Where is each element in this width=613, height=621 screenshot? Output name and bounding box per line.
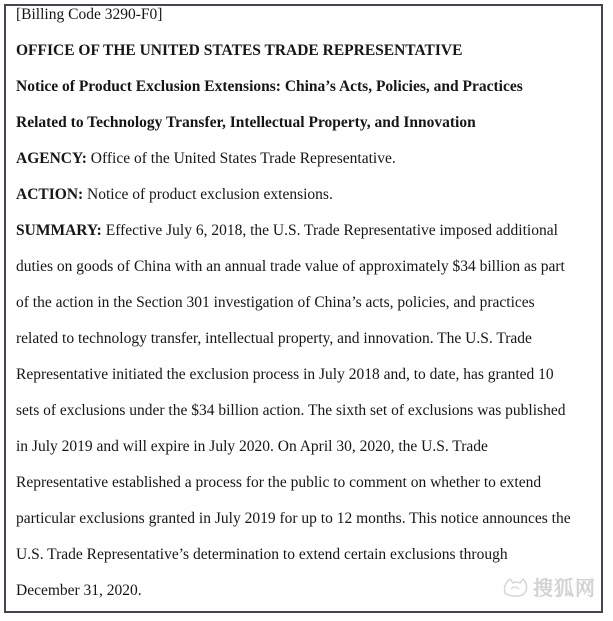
action-text: Notice of product exclusion extensions.: [87, 186, 333, 203]
billing-code-line: [Billing Code 3290-F0]: [16, 6, 163, 23]
summary-line: Representative established a process for the public to comment on whether to extend: [16, 474, 542, 491]
agency-line: [16, 141, 593, 177]
agency-text: Office of the United States Trade Representative.: [90, 150, 396, 167]
summary-line: related to technology transfer, intellectual property, and innovation. The U.S. Trade: [16, 330, 532, 347]
summary-line: particular exclusions granted in July 2019 for up to 12 months. This notice announces the: [16, 510, 571, 527]
summary-line: U.S. Trade Representative’s determination to extend certain exclusions through: [16, 546, 508, 563]
summary-line: sets of exclusions under the $34 billion action. The sixth set of exclusions was published: [16, 402, 566, 419]
summary-continuation: [16, 249, 593, 609]
summary-label: SUMMARY:: [16, 222, 102, 239]
notice-title-line-2: Related to Technology Transfer, Intellectual Property, and Innovation: [16, 114, 476, 131]
summary-line: duties on goods of China with an annual trade value of approximately $34 billion as part: [16, 258, 565, 275]
summary-first-line-text: Effective July 6, 2018, the U.S. Trade Representative imposed additional: [105, 222, 558, 239]
document-page: [4, 4, 603, 613]
watermark-text: 搜狐网: [533, 576, 596, 600]
watermark: [502, 572, 596, 601]
notice-title-line-1: Notice of Product Exclusion Extensions: China’s Acts, Policies, and Practices: [16, 78, 523, 95]
office-heading: OFFICE OF THE UNITED STATES TRADE REPRESENTATIVE: [16, 42, 463, 59]
summary-line: December 31, 2020.: [16, 582, 142, 599]
sohu-fox-logo-icon: [502, 575, 530, 599]
summary-first-line: [16, 213, 593, 249]
agency-label: AGENCY:: [16, 150, 87, 167]
document-body: [6, 4, 601, 609]
summary-line: in July 2019 and will expire in July 2020. On April 30, 2020, the U.S. Trade: [16, 438, 488, 455]
summary-line: of the action in the Section 301 investigation of China’s acts, policies, and practices: [16, 294, 535, 311]
action-line: [16, 177, 593, 213]
action-label: ACTION:: [16, 186, 84, 203]
summary-line: Representative initiated the exclusion process in July 2018 and, to date, has granted 10: [16, 366, 554, 383]
